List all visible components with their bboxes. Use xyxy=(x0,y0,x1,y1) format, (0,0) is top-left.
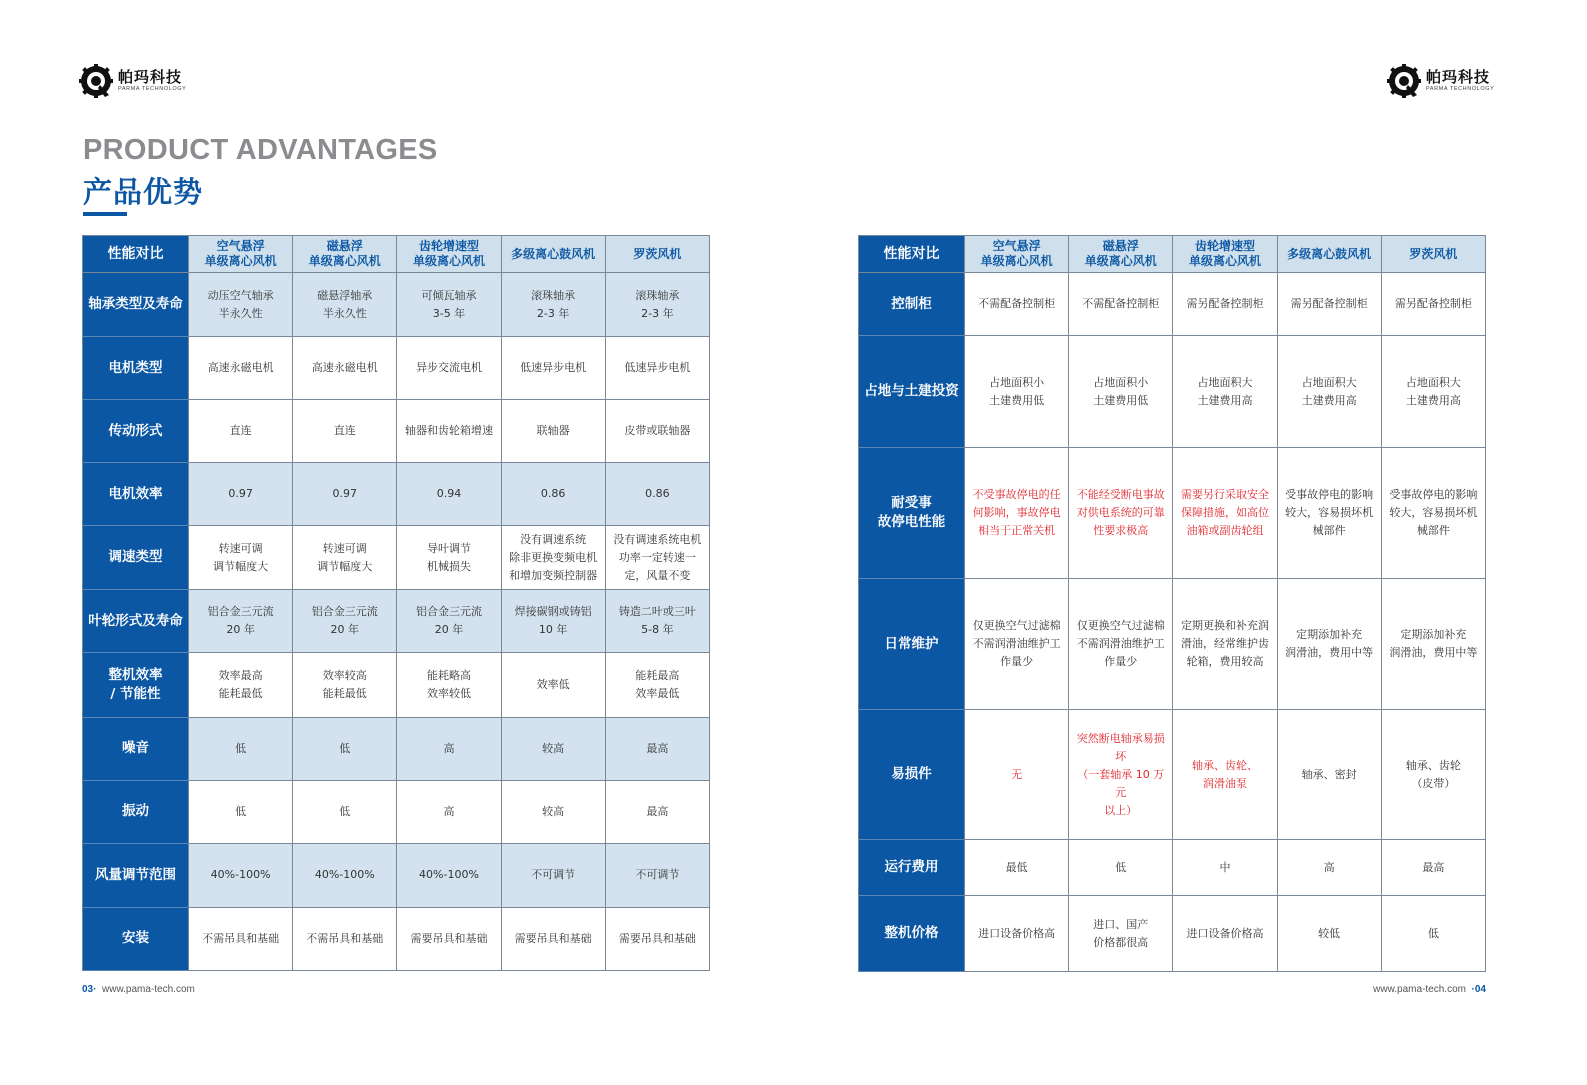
table-cell: 进口设备价格高 xyxy=(965,896,1069,972)
table-row xyxy=(83,590,710,653)
table-cell: 铸造二叶或三叶 5-8 年 xyxy=(605,590,709,653)
gear-logo-icon xyxy=(1387,64,1421,98)
table-row xyxy=(83,463,710,526)
page-number-left: 03 xyxy=(82,984,94,995)
row-label: 叶轮形式及寿命 xyxy=(83,590,189,653)
page-title-cn: 产品优势 xyxy=(83,175,204,209)
row-label: 易损件 xyxy=(859,710,965,840)
comparison-table-right xyxy=(858,235,1486,972)
row-label: 调速类型 xyxy=(83,526,189,590)
table-cell: 低 xyxy=(189,717,293,780)
table-cell: 效率低 xyxy=(501,653,605,717)
row-label: 传动形式 xyxy=(83,400,189,463)
table-cell: 占地面积小 土建费用低 xyxy=(965,336,1069,448)
table-cell: 轴器和齿轮箱增速 xyxy=(397,400,501,463)
table-cell: 低速异步电机 xyxy=(605,337,709,400)
table-row xyxy=(83,273,710,337)
table-cell: 不能经受断电事故对供电系统的可靠性要求极高 xyxy=(1069,448,1173,579)
table-row xyxy=(83,526,710,590)
table-cell: 最高 xyxy=(605,780,709,843)
table-row xyxy=(859,840,1486,896)
table-cell: 不需吊具和基础 xyxy=(293,907,397,970)
row-label: 占地与土建投资 xyxy=(859,336,965,448)
table-cell: 40%-100% xyxy=(293,843,397,907)
row-label: 振动 xyxy=(83,780,189,843)
table-cell: 低 xyxy=(189,780,293,843)
table-cell: 效率较高 能耗最低 xyxy=(293,653,397,717)
table-cell: 0.97 xyxy=(189,463,293,526)
table-cell: 突然断电轴承易损坏 （一套轴承 10 万元 以上） xyxy=(1069,710,1173,840)
table-cell: 高 xyxy=(1277,840,1381,896)
table-cell: 较高 xyxy=(501,780,605,843)
table-cell: 受事故停电的影响较大，容易损坏机械部件 xyxy=(1381,448,1485,579)
table-cell: 不可调节 xyxy=(501,843,605,907)
header-col-2: 磁悬浮 单级离心风机 xyxy=(293,236,397,273)
table-cell: 占地面积大 土建费用高 xyxy=(1277,336,1381,448)
header-col-4: 多级离心鼓风机 xyxy=(501,236,605,273)
row-label: 电机效率 xyxy=(83,463,189,526)
table-cell: 需要另行采取安全保障措施，如高位油箱或副齿轮组 xyxy=(1173,448,1277,579)
table-cell: 低 xyxy=(293,780,397,843)
table-cell: 40%-100% xyxy=(189,843,293,907)
table-cell: 定期添加补充 润滑油，费用中等 xyxy=(1381,579,1485,710)
footer-url-left[interactable]: www.pama-tech.com xyxy=(102,984,195,995)
table-cell: 定期添加补充 润滑油，费用中等 xyxy=(1277,579,1381,710)
header-col-3: 齿轮增速型 单级离心风机 xyxy=(397,236,501,273)
table-cell: 导叶调节 机械损失 xyxy=(397,526,501,590)
brand-name-en: PARMA TECHNOLOGY xyxy=(1426,85,1495,92)
footer-right: www.pama-tech.com ·04 xyxy=(1373,984,1486,995)
table-cell: 需另配备控制柜 xyxy=(1381,273,1485,336)
row-label: 风量调节范围 xyxy=(83,843,189,907)
table-cell: 滚珠轴承 2-3 年 xyxy=(605,273,709,337)
table-cell: 40%-100% xyxy=(397,843,501,907)
table-cell: 低 xyxy=(1069,840,1173,896)
table-cell: 能耗略高 效率较低 xyxy=(397,653,501,717)
table-cell: 较低 xyxy=(1277,896,1381,972)
table-row xyxy=(83,400,710,463)
table-cell: 0.97 xyxy=(293,463,397,526)
table-row xyxy=(83,780,710,843)
table-cell: 进口、国产 价格都很高 xyxy=(1069,896,1173,972)
table-cell: 滚珠轴承 2-3 年 xyxy=(501,273,605,337)
table-cell: 需要吊具和基础 xyxy=(501,907,605,970)
table-cell: 不需配备控制柜 xyxy=(965,273,1069,336)
table-cell: 0.86 xyxy=(501,463,605,526)
header-col-3: 齿轮增速型 单级离心风机 xyxy=(1173,236,1277,273)
table-cell: 效率最高 能耗最低 xyxy=(189,653,293,717)
table-cell: 转速可调 调节幅度大 xyxy=(189,526,293,590)
table-row xyxy=(859,273,1486,336)
table-cell: 0.86 xyxy=(605,463,709,526)
table-cell: 定期更换和补充润滑油，经常维护齿轮箱，费用较高 xyxy=(1173,579,1277,710)
row-label: 电机类型 xyxy=(83,337,189,400)
table-cell: 仅更换空气过滤棉不需润滑油维护工作量少 xyxy=(1069,579,1173,710)
page-title-en: PRODUCT ADVANTAGES xyxy=(83,134,438,166)
table-row xyxy=(83,907,710,970)
table-cell: 不需吊具和基础 xyxy=(189,907,293,970)
row-label: 安装 xyxy=(83,907,189,970)
brand-logo-left xyxy=(79,64,186,98)
table-cell: 占地面积小 土建费用低 xyxy=(1069,336,1173,448)
brand-logo-right xyxy=(1387,64,1494,98)
table-cell: 不需配备控制柜 xyxy=(1069,273,1173,336)
table-row xyxy=(859,336,1486,448)
table-cell: 低速异步电机 xyxy=(501,337,605,400)
header-col-5: 罗茨风机 xyxy=(1381,236,1485,273)
header-col-1: 空气悬浮 单级离心风机 xyxy=(189,236,293,273)
table-cell: 能耗最高 效率最低 xyxy=(605,653,709,717)
row-label: 噪音 xyxy=(83,717,189,780)
table-cell: 最低 xyxy=(965,840,1069,896)
table-cell: 进口设备价格高 xyxy=(1173,896,1277,972)
table-row xyxy=(859,579,1486,710)
table-cell: 占地面积大 土建费用高 xyxy=(1173,336,1277,448)
header-col-4: 多级离心鼓风机 xyxy=(1277,236,1381,273)
table-cell: 动压空气轴承 半永久性 xyxy=(189,273,293,337)
header-col-5: 罗茨风机 xyxy=(605,236,709,273)
table-cell: 皮带或联轴器 xyxy=(605,400,709,463)
table-row xyxy=(83,337,710,400)
table-cell: 高速永磁电机 xyxy=(293,337,397,400)
table-cell: 直连 xyxy=(293,400,397,463)
table-cell: 铝合金三元流 20 年 xyxy=(397,590,501,653)
header-label: 性能对比 xyxy=(83,236,189,273)
table-cell: 需要吊具和基础 xyxy=(605,907,709,970)
table-cell: 无 xyxy=(965,710,1069,840)
table-header-row xyxy=(859,236,1486,273)
table-cell: 最高 xyxy=(605,717,709,780)
row-label: 日常维护 xyxy=(859,579,965,710)
row-label: 整机价格 xyxy=(859,896,965,972)
table-row xyxy=(859,896,1486,972)
table-cell: 没有调速系统电机功率一定转速一定，风量不变 xyxy=(605,526,709,590)
header-col-1: 空气悬浮 单级离心风机 xyxy=(965,236,1069,273)
table-cell: 轴承、齿轮、 润滑油泵 xyxy=(1173,710,1277,840)
brand-name-cn: 帕玛科技 xyxy=(1426,67,1491,86)
table-cell: 最高 xyxy=(1381,840,1485,896)
footer-left: 03· www.pama-tech.com xyxy=(82,984,195,995)
table-cell: 磁悬浮轴承 半永久性 xyxy=(293,273,397,337)
table-row xyxy=(859,710,1486,840)
table-cell: 0.94 xyxy=(397,463,501,526)
table-header-row xyxy=(83,236,710,273)
row-label: 耐受事 故停电性能 xyxy=(859,448,965,579)
table-cell: 直连 xyxy=(189,400,293,463)
table-cell: 高速永磁电机 xyxy=(189,337,293,400)
table-cell: 焊接碳钢或铸铝 10 年 xyxy=(501,590,605,653)
table-cell: 占地面积大 土建费用高 xyxy=(1381,336,1485,448)
table-cell: 需另配备控制柜 xyxy=(1173,273,1277,336)
table-cell: 轴承、齿轮 （皮带） xyxy=(1381,710,1485,840)
header-col-2: 磁悬浮 单级离心风机 xyxy=(1069,236,1173,273)
table-cell: 铝合金三元流 20 年 xyxy=(293,590,397,653)
table-cell: 不可调节 xyxy=(605,843,709,907)
table-cell: 高 xyxy=(397,780,501,843)
row-label: 轴承类型及寿命 xyxy=(83,273,189,337)
table-row xyxy=(83,653,710,717)
title-underline xyxy=(83,212,127,216)
table-cell: 较高 xyxy=(501,717,605,780)
table-cell: 联轴器 xyxy=(501,400,605,463)
table-cell: 高 xyxy=(397,717,501,780)
row-label: 控制柜 xyxy=(859,273,965,336)
brand-name-en: PARMA TECHNOLOGY xyxy=(118,85,187,92)
gear-logo-icon xyxy=(79,64,113,98)
table-cell: 异步交流电机 xyxy=(397,337,501,400)
table-row xyxy=(859,448,1486,579)
footer-url-right[interactable]: www.pama-tech.com xyxy=(1373,984,1466,995)
table-cell: 需要吊具和基础 xyxy=(397,907,501,970)
table-cell: 铝合金三元流 20 年 xyxy=(189,590,293,653)
page-number-right: 04 xyxy=(1474,984,1486,995)
row-label: 运行费用 xyxy=(859,840,965,896)
row-label: 整机效率 / 节能性 xyxy=(83,653,189,717)
table-cell: 没有调速系统 除非更换变频电机 和增加变频控制器 xyxy=(501,526,605,590)
table-row xyxy=(83,843,710,907)
table-cell: 转速可调 调节幅度大 xyxy=(293,526,397,590)
table-cell: 低 xyxy=(293,717,397,780)
table-cell: 仅更换空气过滤棉不需润滑油维护工作量少 xyxy=(965,579,1069,710)
table-cell: 需另配备控制柜 xyxy=(1277,273,1381,336)
table-cell: 受事故停电的影响较大，容易损坏机械部件 xyxy=(1277,448,1381,579)
table-cell: 轴承、密封 xyxy=(1277,710,1381,840)
table-cell: 可倾瓦轴承 3-5 年 xyxy=(397,273,501,337)
table-row xyxy=(83,717,710,780)
comparison-table-left xyxy=(82,235,710,971)
table-cell: 不受事故停电的任何影响，事故停电相当于正常关机 xyxy=(965,448,1069,579)
table-cell: 低 xyxy=(1381,896,1485,972)
brand-name-cn: 帕玛科技 xyxy=(118,67,183,86)
header-label: 性能对比 xyxy=(859,236,965,273)
table-cell: 中 xyxy=(1173,840,1277,896)
